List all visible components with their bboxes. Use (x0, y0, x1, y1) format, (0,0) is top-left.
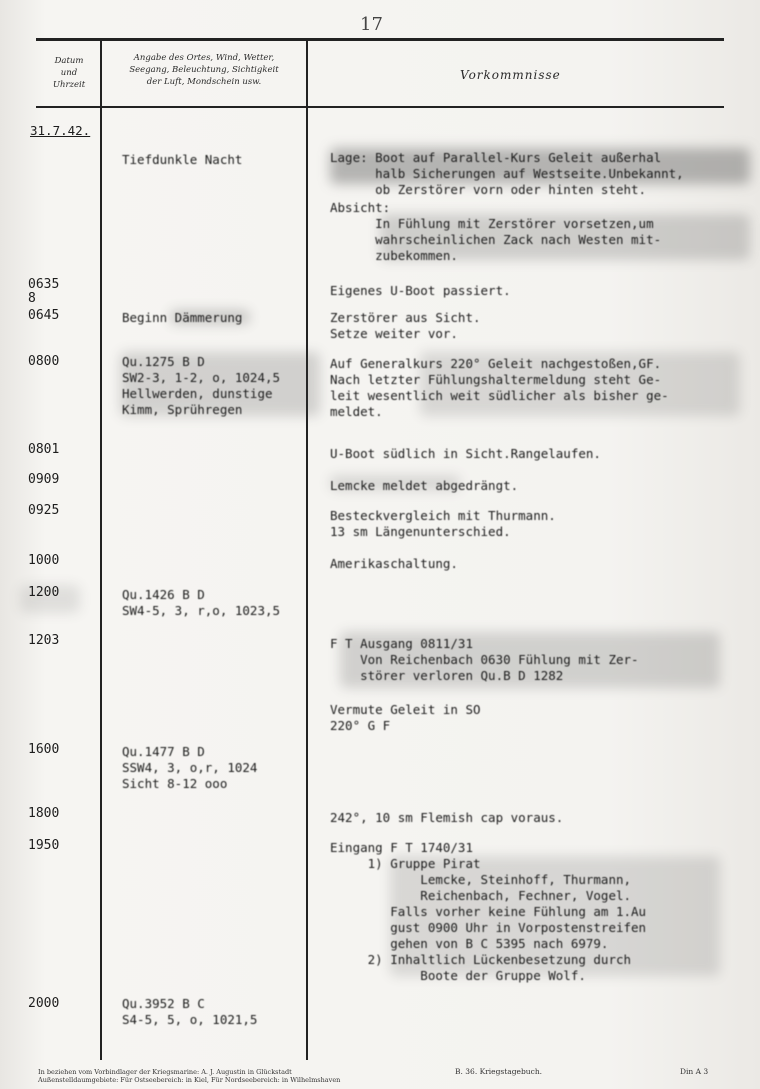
row-time: 1800 (28, 806, 60, 821)
row-event: Zerstörer aus Sicht. Setze weiter vor. (330, 310, 481, 341)
row-time: 1950 (28, 838, 60, 853)
row-event: U-Boot südlich in Sicht.Rangelaufen. (330, 446, 601, 461)
row-time: 0635 8 (28, 277, 60, 306)
row-conditions: Beginn Dämmerung (122, 310, 243, 325)
row-event: F T Ausgang 0811/31 Von Reichenbach 0630 Fühlung mit Zer- störer verloren Qu.B D 1282 (330, 636, 639, 683)
header-top-rule (36, 38, 724, 41)
row-event: Amerikaschaltung. (330, 556, 458, 571)
row-event: Vermute Geleit in SO 220° G F (330, 702, 481, 733)
column-divider-2 (306, 40, 308, 1060)
footer-paper-size: Din A 3 (680, 1067, 709, 1076)
row-event: 242°, 10 sm Flemish cap voraus. (330, 810, 564, 825)
row-event: Auf Generalkurs 220° Geleit nachgestoßen,GF. Nach letzter Fühlungshaltermeldung steht Ge- leit wesentlich weit südlicher als bisher ge- meldet. (330, 356, 669, 419)
row-event: Besteckvergleich mit Thurmann. 13 sm Längenunterschied. (330, 508, 556, 539)
header-date-time-text: Datum und Uhrzeit (52, 56, 86, 90)
row-time: 0909 (28, 472, 60, 487)
column-divider-1 (100, 40, 102, 1060)
row-conditions: Qu.1477 B D SSW4, 3, o,r, 1024 Sicht 8-12 ooo (122, 744, 258, 791)
log-date: 31.7.42. (30, 123, 91, 138)
footer-form-name: B. 36. Kriegstagebuch. (455, 1067, 543, 1076)
row-event: Absicht: In Fühlung mit Zerstörer vorsetzen,um wahrscheinlichen Zack nach Westen mit- zubekommen. (330, 200, 662, 263)
footer-publisher: In beziehen vom Vorbindlager der Kriegsmarine: A. J. Augustin in Glückstadt Außenstelldaumgebiete: Für Ostseebereich: in Kiel, Für Nordseebereich: in Wilhelmshaven (38, 1068, 341, 1084)
row-conditions: Qu.1426 B D SW4-5, 3, r,o, 1023,5 (122, 587, 281, 618)
row-time: 0925 (28, 503, 60, 518)
header-date-time (40, 55, 98, 91)
header-location-weather (104, 52, 304, 88)
row-time: 1000 (28, 553, 60, 568)
row-event: Eingang F T 1740/31 1) Gruppe Pirat Lemcke, Steinhoff, Thurmann, Reichenbach, Fechner, Vogel. Falls vorher keine Fühlung am 1.Au gust 0900 Uhr in Vorpostenstreifen gehen von B C 5395 nach 6979. 2) Inhaltlich Lückenbesetzung durch Boote der Gruppe Wolf. (330, 840, 647, 983)
row-time: 0800 (28, 354, 60, 369)
row-time: 0801 (28, 442, 60, 457)
page-number: 17 (360, 14, 383, 35)
row-time: 1600 (28, 742, 60, 757)
header-bottom-rule (36, 106, 724, 108)
row-time: 1203 (28, 633, 60, 648)
row-time: 1200 (28, 585, 60, 600)
row-time: 0645 (28, 308, 60, 323)
row-conditions: Qu.3952 B C S4-5, 5, o, 1021,5 (122, 996, 258, 1027)
row-time: 2000 (28, 996, 60, 1011)
header-location-weather-text: Angabe des Ortes, Wind, Wetter, Seegang, Beleuchtung, Sichtigkeit der Luft, Mondschein usw. (129, 53, 279, 87)
row-event: Lemcke meldet abgedrängt. (330, 478, 519, 493)
row-event: Eigenes U-Boot passiert. (330, 283, 511, 298)
header-events: Vorkommnisse (460, 68, 561, 82)
row-conditions: Tiefdunkle Nacht (122, 152, 243, 167)
row-event: Lage: Boot auf Parallel-Kurs Geleit außerhal halb Sicherungen auf Westseite.Unbekannt, ob Zerstörer vorn oder hinten steht. (330, 150, 684, 197)
row-conditions: Qu.1275 B D SW2-3, 1-2, o, 1024,5 Hellwerden, dunstige Kimm, Sprühregen (122, 354, 281, 417)
